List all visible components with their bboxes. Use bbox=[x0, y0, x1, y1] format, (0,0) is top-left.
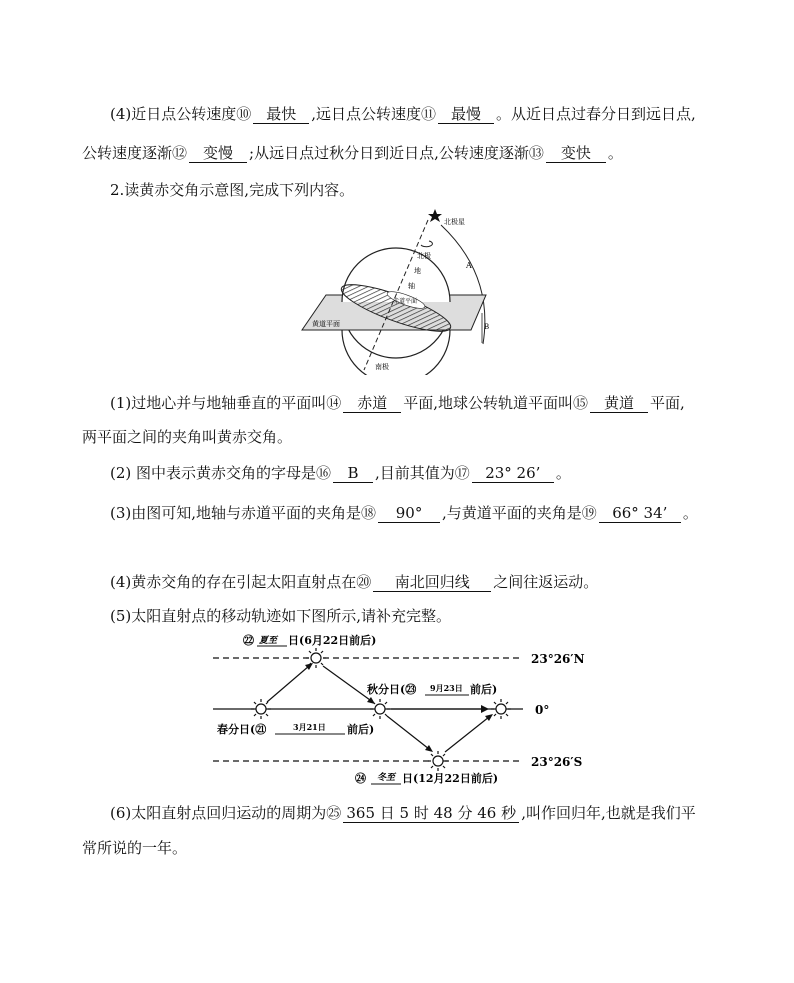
answer-18: 90° bbox=[378, 505, 440, 523]
lat-north-label: 23°26′N bbox=[531, 652, 585, 666]
sun-icon-winter bbox=[428, 751, 448, 771]
sub-question-1-line1 bbox=[110, 393, 685, 413]
answer-20: 南北回归线 bbox=[373, 574, 491, 592]
autumn-prefix: 秋分日(㉓ bbox=[367, 683, 417, 696]
obliquity-diagram bbox=[296, 205, 496, 375]
s1-text-1: (1)过地心并与地轴垂直的平面叫⑭ bbox=[110, 394, 342, 412]
answer-24: 冬至 bbox=[377, 773, 396, 783]
sun-icon-spring bbox=[251, 699, 271, 719]
answer-10: 最快 bbox=[253, 106, 309, 124]
spring-prefix: 春分日(㉑ bbox=[217, 723, 267, 736]
winter-date-label: 日(12月22日前后) bbox=[402, 772, 499, 785]
q4-text-3: 。从近日点过春分日到远日点, bbox=[496, 105, 696, 123]
polaris-label: 北极星 bbox=[444, 218, 465, 226]
south-pole-label: 南极 bbox=[375, 363, 389, 371]
sub-question-6-line1 bbox=[110, 803, 696, 823]
answer-12: 变慢 bbox=[189, 145, 247, 163]
s3-text-3: 。 bbox=[682, 504, 698, 522]
s6-text-1: (6)太阳直射点回归运动的周期为㉕ bbox=[110, 804, 342, 822]
s2-text-3: 。 bbox=[555, 464, 571, 482]
s6-text-2: ,叫作回归年,也就是我们平 bbox=[521, 804, 696, 822]
autumn-suffix: 前后) bbox=[470, 683, 498, 696]
sun-icon-next-spring bbox=[491, 699, 511, 719]
s4-text-2: 之间往返运动。 bbox=[493, 573, 599, 591]
summer-date-label: 日(6月22日前后) bbox=[288, 634, 377, 647]
q4-text-4: 公转速度逐渐⑫ bbox=[82, 144, 188, 162]
answer-21: 3月21日 bbox=[293, 722, 326, 732]
q4-text-5: ;从远日点过秋分日到近日点,公转速度逐渐⑬ bbox=[249, 144, 544, 162]
answer-14: 赤道 bbox=[343, 395, 401, 413]
spring-suffix: 前后) bbox=[347, 723, 375, 736]
lat-south-label: 23°26′S bbox=[531, 755, 583, 769]
sub-question-1-line2: 两平面之间的夹角叫黄赤交角。 bbox=[82, 428, 293, 446]
q4-speed-line2 bbox=[82, 143, 623, 163]
q4-text-2: ,远日点公转速度⑪ bbox=[311, 105, 437, 123]
sub-question-3 bbox=[110, 503, 698, 523]
label-a: A bbox=[466, 261, 472, 270]
q4-text-1: (4)近日点公转速度⑩ bbox=[110, 105, 252, 123]
marker-24: ㉔ bbox=[355, 772, 366, 785]
q4-text-6: 。 bbox=[607, 144, 623, 162]
s3-text-1: (3)由图可知,地轴与赤道平面的夹角是⑱ bbox=[110, 504, 377, 522]
subsolar-point-diagram bbox=[205, 628, 595, 788]
answer-19: 66° 34’ bbox=[599, 505, 681, 523]
answer-15: 黄道 bbox=[590, 395, 648, 413]
sub-question-2 bbox=[110, 463, 571, 483]
polaris-star-icon bbox=[428, 209, 442, 222]
lat-equator-label: 0° bbox=[535, 703, 550, 717]
s1-text-2: 平面,地球公转轨道平面叫⑮ bbox=[403, 394, 589, 412]
sun-icon-autumn bbox=[370, 699, 390, 719]
q4-speed-line1 bbox=[110, 104, 696, 124]
s1-text-3: 平面, bbox=[650, 394, 685, 412]
sub-question-5: (5)太阳直射点的移动轨迹如下图所示,请补充完整。 bbox=[110, 607, 452, 625]
answer-22: 夏至 bbox=[259, 636, 278, 646]
s2-text-2: ,目前其值为⑰ bbox=[375, 464, 470, 482]
s4-text-1: (4)黄赤交角的存在引起太阳直射点在⑳ bbox=[110, 573, 372, 591]
answer-11: 最慢 bbox=[438, 106, 494, 124]
sun-icon-summer bbox=[306, 648, 326, 668]
equator-plane-label: 赤道平面 bbox=[393, 298, 418, 305]
axis-label-2: 轴 bbox=[408, 282, 415, 290]
answer-13: 变快 bbox=[546, 145, 606, 163]
answer-25: 365 日 5 时 48 分 46 秒 bbox=[343, 805, 519, 823]
ecliptic-plane-label: 黄道平面 bbox=[312, 320, 340, 328]
label-b: B bbox=[484, 323, 490, 331]
s3-text-2: ,与黄道平面的夹角是⑲ bbox=[442, 504, 597, 522]
question-2-title: 2.读黄赤交角示意图,完成下列内容。 bbox=[110, 181, 355, 199]
axis-label-1: 地 bbox=[414, 267, 421, 275]
marker-22: ㉒ bbox=[243, 634, 254, 647]
north-pole-label: 北极 bbox=[417, 252, 431, 260]
answer-17: 23° 26’ bbox=[472, 465, 554, 483]
answer-16: B bbox=[333, 465, 373, 483]
sub-question-4 bbox=[110, 572, 598, 592]
answer-23: 9月23日 bbox=[430, 683, 463, 693]
sub-question-6-line2: 常所说的一年。 bbox=[82, 839, 188, 857]
s2-text-1: (2) 图中表示黄赤交角的字母是⑯ bbox=[110, 464, 332, 482]
